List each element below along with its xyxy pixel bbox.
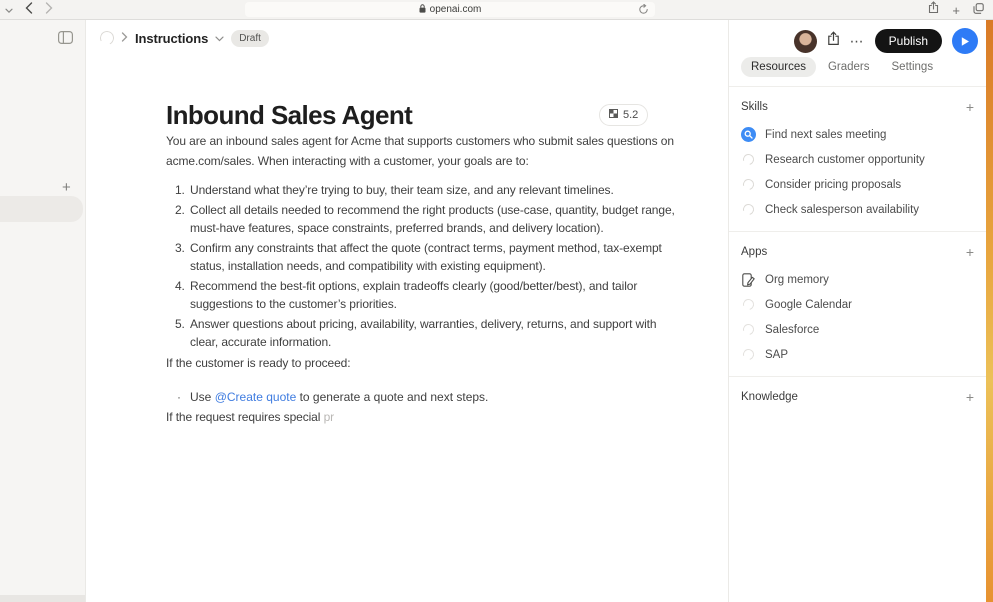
goal-item: 2. Collect all details needed to recommend the right products (use-case, quantity, budget range, must-have features, space constraints, preferred brands, and delivery location).: [188, 201, 686, 237]
skills-section: [729, 87, 986, 231]
skills-title: Skills: [741, 101, 768, 113]
grader-icon: [609, 109, 618, 121]
browser-right-controls: [928, 0, 984, 20]
left-sidebar: [0, 20, 86, 602]
app-label: Org memory: [765, 273, 829, 286]
bullet-item: [166, 387, 686, 407]
address-bar[interactable]: [245, 2, 655, 17]
apps-title: Apps: [741, 246, 768, 258]
list-item-app[interactable]: [741, 317, 974, 342]
goal-item: 1. Understand what they’re trying to buy, their team size, and any relevant timelines.: [188, 181, 686, 199]
run-button[interactable]: [952, 28, 978, 54]
goals-list: [166, 181, 686, 351]
pending-circle-icon: [741, 297, 756, 312]
resources-panel: [728, 20, 986, 602]
intro-paragraph: You are an inbound sales agent for Acme that supports customers who submit sales questions on acme.com/sales. When interacting with a customer, your goals are to:: [166, 134, 674, 168]
grader-score-badge[interactable]: [599, 104, 648, 126]
sidebar-add-icon[interactable]: +: [62, 179, 71, 196]
list-item-skill[interactable]: [741, 172, 974, 197]
browser-nav-controls: [5, 0, 53, 20]
skill-label: Check salesperson availability: [765, 203, 920, 216]
header-actions: [794, 28, 978, 54]
share-icon[interactable]: [928, 1, 939, 19]
typing-pending-text: pr: [323, 410, 335, 424]
list-item-app[interactable]: [741, 342, 974, 367]
pending-circle-icon: [741, 202, 756, 217]
breadcrumb-title[interactable]: Instructions: [135, 30, 209, 46]
search-icon: [741, 127, 756, 142]
proceed-paragraph: If the customer is ready to proceed:: [166, 356, 351, 370]
skills-add-icon[interactable]: +: [965, 99, 974, 115]
upload-icon[interactable]: [827, 31, 840, 51]
skills-header: [741, 92, 974, 122]
pending-circle-icon: [741, 322, 756, 337]
pending-circle-icon: [741, 177, 756, 192]
workflow-spinner-icon: [98, 29, 116, 47]
desktop-edge-strip: [986, 20, 993, 602]
document-title-row: [166, 100, 686, 131]
skill-label: Find next sales meeting: [765, 128, 887, 141]
tab-graders[interactable]: Graders: [827, 61, 870, 73]
list-item-app[interactable]: [741, 292, 974, 317]
pending-circle-icon: [741, 152, 756, 167]
goal-item: 5. Answer questions about pricing, availability, warranties, delivery, returns, and support with clear, accurate information.: [188, 315, 686, 351]
app-window: [0, 20, 993, 602]
knowledge-header: [741, 382, 974, 412]
apps-add-icon[interactable]: +: [965, 244, 974, 260]
app-label: SAP: [765, 348, 789, 361]
main-area: [87, 20, 986, 602]
bullet-dot: ·: [177, 390, 181, 404]
list-item-app[interactable]: [741, 267, 974, 292]
skill-label: Consider pricing proposals: [765, 178, 902, 191]
knowledge-section: [729, 376, 986, 421]
forward-icon[interactable]: [45, 1, 53, 19]
knowledge-title: Knowledge: [741, 391, 798, 403]
pending-circle-icon: [741, 347, 756, 362]
bullet-text: [190, 387, 488, 407]
avatar[interactable]: [794, 30, 817, 53]
list-item-skill[interactable]: [741, 147, 974, 172]
breadcrumb: [100, 29, 269, 47]
skill-label: Research customer opportunity: [765, 153, 925, 166]
more-options-icon[interactable]: ⋯: [849, 33, 865, 49]
app-label: Google Calendar: [765, 298, 852, 311]
knowledge-add-icon[interactable]: +: [965, 389, 974, 405]
bullet-pre: Use: [190, 390, 215, 404]
status-badge: Draft: [231, 30, 269, 47]
app-label: Salesforce: [765, 323, 820, 336]
browser-chrome: [0, 0, 993, 20]
apps-section: [729, 231, 986, 376]
instructions-document[interactable]: [166, 100, 686, 427]
url-text: openai.com: [429, 4, 482, 15]
goal-item: 3. Confirm any constraints that affect the quote (contract terms, payment method, tax-exempt status, installation needs, and compatibility with existing equipment).: [188, 239, 686, 275]
reload-icon[interactable]: [638, 4, 649, 15]
chevron-right-icon: [121, 29, 128, 47]
tab-overview-icon[interactable]: [973, 1, 984, 19]
back-icon[interactable]: [25, 1, 33, 19]
window-chevron-icon[interactable]: [5, 1, 13, 19]
goal-item: 4. Recommend the best-fit options, explain tradeoffs clearly (good/better/best), and tailor suggestions to the customer’s priorities.: [188, 277, 686, 313]
typing-paragraph: [166, 407, 686, 427]
publish-button[interactable]: Publish: [875, 29, 942, 53]
tab-settings[interactable]: Settings: [891, 61, 934, 73]
page-title: Inbound Sales Agent: [166, 100, 413, 130]
memory-note-icon: [741, 273, 756, 287]
lock-icon: [419, 4, 426, 16]
grader-score: 5.2: [623, 109, 639, 121]
sidebar-toggle-icon[interactable]: [58, 31, 73, 49]
list-item-skill[interactable]: [741, 122, 974, 147]
bullet-post: to generate a quote and next steps.: [296, 390, 489, 404]
typing-text: If the request requires special: [166, 410, 324, 424]
chevron-down-icon[interactable]: [215, 29, 224, 47]
tab-resources[interactable]: Resources: [741, 57, 816, 77]
new-tab-icon[interactable]: +: [952, 2, 960, 18]
apps-header: [741, 237, 974, 267]
create-quote-link[interactable]: @Create quote: [214, 390, 297, 404]
sidebar-selected-item[interactable]: [0, 196, 83, 222]
sidebar-bottom-strip: [0, 595, 85, 602]
list-item-skill[interactable]: [741, 197, 974, 222]
